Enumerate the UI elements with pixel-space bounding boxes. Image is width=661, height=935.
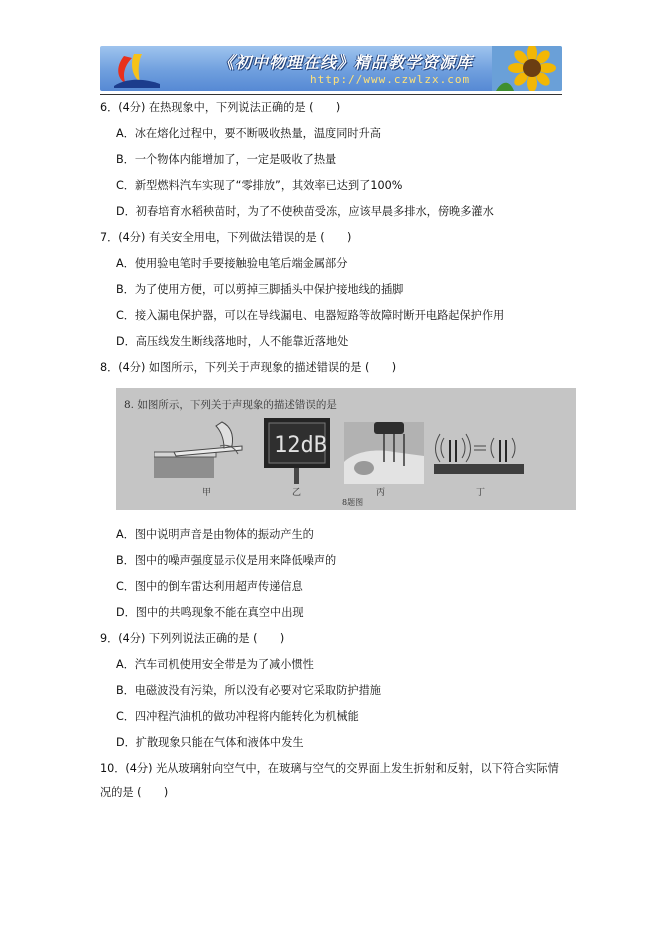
panel-bing-reverse-radar-illustration [344, 422, 424, 484]
panel-label-jia: 甲 [202, 488, 212, 498]
panel-label-ding: 丁 [476, 488, 486, 498]
site-logo-icon [106, 48, 166, 90]
noise-display-value: 12dB [274, 433, 327, 458]
banner-url[interactable]: http://www.czwlzx.com [310, 73, 471, 86]
question-7-option-a: A．使用验电笔时手要接触验电笔后端金属部分 [116, 257, 348, 270]
figure-heading: 8. 如图所示，下列关于声现象的描述错误的是 [124, 399, 337, 411]
question-8-option-d: D．图中的共鸣现象不能在真空中出现 [116, 606, 304, 619]
panel-label-bing: 丙 [376, 488, 386, 498]
header-divider [100, 94, 562, 95]
panel-yi-noise-meter-illustration [264, 418, 330, 484]
question-8-option-c: C．图中的倒车雷达利用超声传递信息 [116, 580, 303, 593]
question-7-stem: 7．(4分) 有关安全用电，下列做法错误的是 ( ) [100, 231, 352, 244]
question-8-figure [116, 388, 576, 510]
panel-jia-ruler-illustration [154, 416, 244, 486]
question-9-option-a: A．汽车司机使用安全带是为了减小惯性 [116, 658, 314, 671]
question-8-option-a: A．图中说明声音是由物体的振动产生的 [116, 528, 314, 541]
header-banner [100, 46, 562, 91]
question-7-option-c: C．接入漏电保护器，可以在导线漏电、电器短路等故障时断开电路起保护作用 [116, 309, 505, 322]
question-7-option-d: D．高压线发生断线落地时，人不能靠近落地处 [116, 335, 349, 348]
question-9-option-d: D．扩散现象只能在气体和液体中发生 [116, 736, 304, 749]
question-9-stem: 9．(4分) 下列列说法正确的是 ( ) [100, 632, 285, 645]
question-6-option-b: B．一个物体内能增加了，一定是吸收了热量 [116, 153, 337, 166]
panel-label-yi: 乙 [292, 488, 302, 498]
question-8-option-b: B．图中的噪声强度显示仪是用来降低噪声的 [116, 554, 337, 567]
question-9-option-c: C．四冲程汽油机的做功冲程将内能转化为机械能 [116, 710, 359, 723]
question-10-stem: 10．(4分) 光从玻璃射向空气中，在玻璃与空气的交界面上发生折射和反射，以下符合实际情况的是 ( ) [100, 762, 559, 799]
sunflower-icon [492, 46, 562, 91]
question-7-option-b: B．为了使用方便，可以剪掉三脚插头中保护接地线的插脚 [116, 283, 404, 296]
question-6-option-d: D．初春培育水稻秧苗时，为了不使秧苗受冻，应该早晨多排水，傍晚多灌水 [116, 205, 494, 218]
panel-ding-tuning-forks-illustration [434, 426, 524, 484]
question-9-option-b: B．电磁波没有污染，所以没有必要对它采取防护措施 [116, 684, 381, 697]
question-6-option-c: C．新型燃料汽车实现了“零排放”，其效率已达到了100% [116, 179, 403, 192]
figure-caption: 8题图 [342, 498, 364, 507]
banner-title: 《初中物理在线》精品教学资源库 [218, 53, 474, 72]
question-8-stem: 8．(4分) 如图所示，下列关于声现象的描述错误的是 ( ) [100, 361, 397, 374]
question-6-stem: 6．(4分) 在热现象中，下列说法正确的是 ( ) [100, 101, 341, 114]
question-6-option-a: A．冰在熔化过程中，要不断吸收热量，温度同时升高 [116, 127, 381, 140]
